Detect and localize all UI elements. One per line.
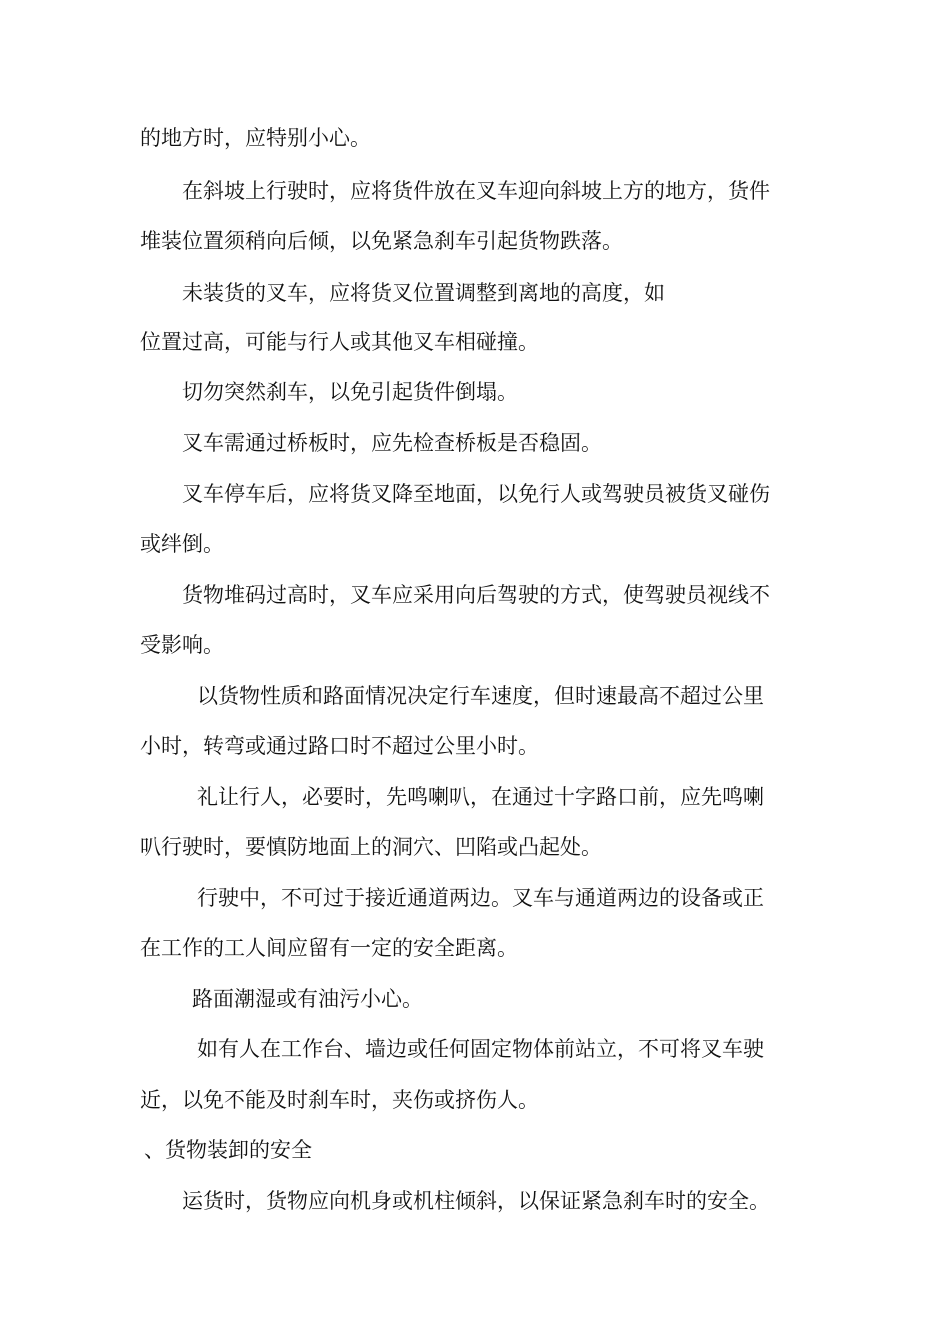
text-line-12: 以货物性质和路面情况决定行车速度，但时速最高不超过公里 [197,684,764,708]
text-line-6: 切勿突然刹车，以免引起货件倒塌。 [182,380,518,404]
text-line-3: 堆装位置须稍向后倾，以免紧急刹车引起货物跌落。 [140,229,623,253]
text-line-16: 行驶中，不可过于接近通道两边。叉车与通道两边的设备或正 [197,886,764,910]
text-line-1: 的地方时，应特别小心。 [140,126,371,150]
text-line-14: 礼让行人，必要时，先鸣喇叭，在通过十字路口前，应先鸣喇 [197,785,764,809]
text-line-13: 小时，转弯或通过路口时不超过公里小时。 [140,734,539,758]
text-line-8: 叉车停车后，应将货叉降至地面，以免行人或驾驶员被货叉碰伤 [182,482,770,506]
text-line-2: 在斜坡上行驶时，应将货件放在叉车迎向斜坡上方的地方，货件 [182,179,770,203]
text-line-19: 如有人在工作台、墙边或任何固定物体前站立，不可将叉车驶 [197,1037,764,1061]
text-line-9: 或绊倒。 [140,532,224,556]
text-line-5: 位置过高，可能与行人或其他叉车相碰撞。 [140,330,539,354]
section-heading: 、货物装卸的安全 [144,1138,312,1162]
text-line-15: 叭行驶时，要慎防地面上的洞穴、凹陷或凸起处。 [140,835,602,859]
text-line-18: 路面潮湿或有油污小心。 [192,987,423,1011]
text-line-17: 在工作的工人间应留有一定的安全距离。 [140,936,518,960]
text-line-20: 近，以免不能及时刹车时，夹伤或挤伤人。 [140,1088,539,1112]
text-line-11: 受影响。 [140,633,224,657]
text-line-7: 叉车需通过桥板时，应先检查桥板是否稳固。 [182,431,602,455]
text-line-22: 运货时，货物应向机身或机柱倾斜，以保证紧急刹车时的安全。 [182,1189,770,1213]
text-line-10: 货物堆码过高时，叉车应采用向后驾驶的方式，使驾驶员视线不 [182,583,770,607]
text-line-4: 未装货的叉车，应将货叉位置调整到离地的高度，如 [182,281,665,305]
